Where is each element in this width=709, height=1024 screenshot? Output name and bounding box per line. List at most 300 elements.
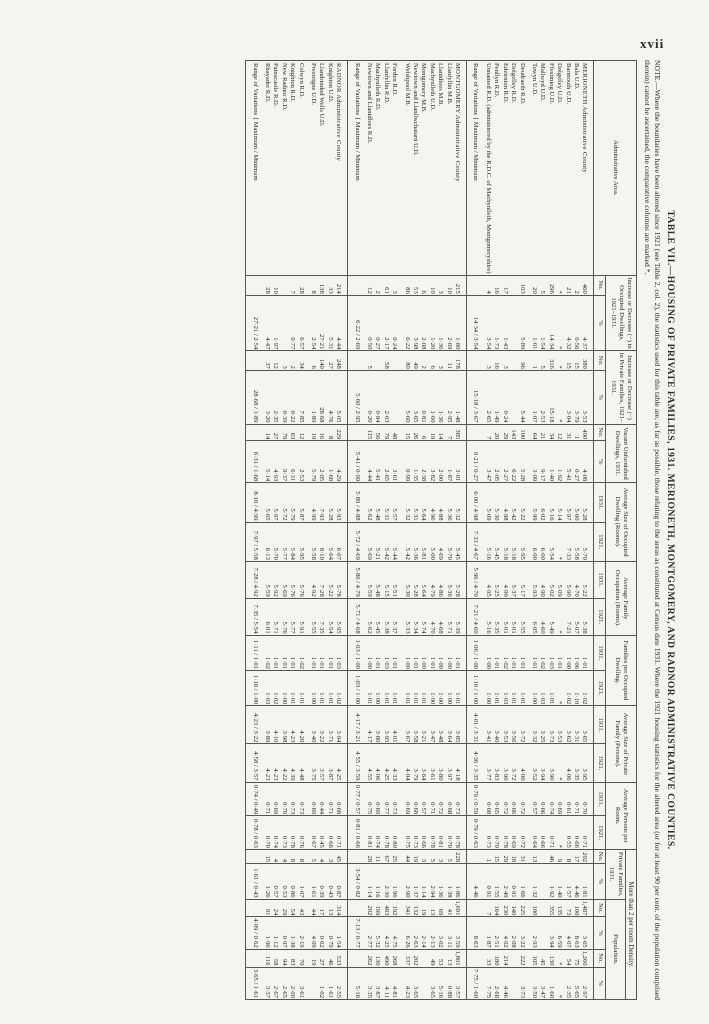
subheader-y1931: 1931. (594, 561, 605, 598)
table-row (572, 61, 580, 1000)
value-cell: 1·02 (563, 670, 571, 705)
value-cell: 33 (325, 275, 333, 295)
value-cell: 1·01 (427, 635, 435, 670)
value-cell: 8 (309, 275, 317, 295)
value-cell: 1·49 (492, 370, 500, 424)
value-cell: 19 (419, 899, 427, 917)
table-row (427, 61, 435, 1000)
value-cell: 5·32 (373, 917, 381, 949)
value-cell: 0·70 (279, 782, 287, 816)
value-cell: 1·61 (325, 967, 333, 999)
value-cell: 4·98 (500, 483, 508, 522)
value-cell: 5·64 (419, 483, 427, 522)
value-cell: 3·02 (436, 917, 444, 949)
subheader-y1931: 1931. (594, 483, 605, 522)
value-cell: 1·97 (271, 295, 279, 351)
value-cell: 2·13 (427, 917, 435, 949)
value-cell: 1·00 (444, 670, 452, 705)
value-cell: 3·57 (453, 967, 467, 999)
value-cell: 355 (546, 899, 554, 917)
value-cell: 4·25 (381, 917, 389, 949)
value-cell: 385 (453, 424, 467, 441)
value-cell: 4·68 (436, 598, 444, 635)
range-row (467, 61, 484, 1000)
value-cell: 1 (484, 849, 492, 863)
county-row (580, 61, 594, 1000)
value-cell: 17 (572, 849, 580, 863)
value-cell: 1·36 (436, 370, 444, 424)
value-cell: 7·35 (317, 598, 325, 635)
value-cell: 3·79 (572, 370, 580, 424)
value-cell: 17 (317, 899, 325, 917)
value-cell: 2 (572, 275, 580, 295)
value-cell: 4·08 (580, 441, 594, 483)
value-cell: 3·72 (509, 744, 517, 782)
value-cell: 0·71 (580, 816, 594, 850)
value-cell: 6·05 (530, 598, 538, 635)
value-cell: 5·33 (402, 598, 410, 635)
value-cell: 2·49 (500, 864, 508, 899)
value-cell: 5·95 (334, 598, 348, 635)
value-cell: 0·72 (517, 782, 525, 816)
table-title: TABLE VII.—HOUSING OF PRIVATE FAMILIES, 1931. MERIONETH, MONTGOMERY, AND RADNOR ADMINISTRATIVE COUNTIES. (665, 210, 675, 850)
value-cell (467, 424, 484, 441)
table-row (271, 61, 279, 1000)
value-cell: 7 (484, 424, 492, 441)
value-cell: 2·90 (402, 864, 410, 899)
value-cell: 29 (279, 899, 287, 917)
value-cell: 94 (279, 949, 287, 967)
range-row (246, 61, 263, 1000)
value-cell: 2·53 (296, 441, 304, 483)
value-cell: 1·06 (572, 635, 580, 670)
value-cell: 1·89 (309, 370, 317, 424)
value-cell: 5·71 (444, 598, 452, 635)
value-cell: 1·73 (492, 295, 500, 351)
value-cell: 0·81 (365, 816, 373, 850)
value-cell: 5·64 (419, 561, 427, 598)
value-cell: 5·31 (411, 483, 419, 522)
spacer-cell (526, 441, 530, 483)
value-cell: 0·71 (572, 782, 580, 816)
value-cell: 3·57 (317, 744, 325, 782)
value-cell: 5·36 (444, 561, 452, 598)
value-cell: 7·35 / 5·54 (246, 598, 263, 635)
value-cell: 4 (271, 849, 279, 863)
table-row (381, 61, 389, 1000)
col-area: Administrative Area. (594, 61, 637, 276)
value-cell: 5·25 (492, 561, 500, 598)
value-cell: 0·68 (484, 782, 492, 816)
value-cell: 5·18 (509, 522, 517, 561)
value-cell: 14 (263, 424, 271, 441)
value-cell: 26 (411, 424, 419, 441)
value-cell: 0·53 (279, 864, 287, 899)
value-cell: 3·85 (453, 706, 467, 744)
value-cell: 1·48 (453, 370, 467, 424)
value-cell: 6 (309, 351, 317, 370)
value-cell: 7·75 (484, 967, 492, 999)
value-cell: 5·51 (390, 561, 398, 598)
value-cell: 5·37 (509, 561, 517, 598)
value-cell: 5·99 (530, 483, 538, 522)
value-cell: 1·60 (427, 370, 435, 424)
value-cell: 1,801 (453, 949, 467, 967)
spacer-cell (305, 598, 309, 635)
value-cell: 46 (325, 949, 333, 967)
value-cell: 1·00 (484, 635, 492, 670)
table-row (509, 61, 517, 1000)
value-cell: 5·28 (517, 441, 525, 483)
value-cell: 0·39 (317, 864, 325, 899)
table-row (325, 61, 333, 1000)
value-cell: 1·01 (373, 635, 381, 670)
value-cell: 83 (288, 949, 296, 967)
value-cell: 4·55 (365, 744, 373, 782)
value-cell: 5·58 (572, 522, 580, 561)
value-cell: 5·28 (580, 483, 594, 522)
value-cell (246, 949, 263, 967)
value-cell: 12 (365, 275, 373, 295)
value-cell: 140 (509, 899, 517, 917)
value-cell: 3 (436, 351, 444, 370)
spacer-cell (526, 370, 530, 424)
value-cell: 1·03 (538, 670, 546, 705)
subheader-pct: % (594, 441, 605, 483)
value-cell: 15 (402, 424, 410, 441)
rotated-table-page (35, 60, 675, 1000)
value-cell: 3 (436, 849, 444, 863)
value-cell: 3·83 (492, 744, 500, 782)
spacer-cell (305, 275, 309, 295)
value-cell: 5·02 (546, 561, 554, 598)
value-cell: 4·86 (436, 561, 444, 598)
value-cell: * (555, 598, 563, 635)
value-cell: 3·98 (411, 295, 419, 351)
value-cell: 214 (500, 949, 508, 967)
value-cell: 14·34 / 3·54 (467, 295, 484, 351)
value-cell: 21 (563, 275, 571, 295)
table-row (263, 61, 271, 1000)
value-cell: 1·00 (402, 635, 410, 670)
value-cell: 222 (517, 949, 525, 967)
subheader-no: No. (594, 899, 605, 917)
value-cell: 6·01 (263, 598, 271, 635)
value-cell: 1·60 (546, 967, 554, 999)
value-cell: 0·55 (563, 816, 571, 850)
value-cell: 3·52 (530, 744, 538, 782)
value-cell: 4·70 (427, 598, 435, 635)
value-cell (309, 967, 317, 999)
area-name: Range of Variations { Maximum / Minimum (467, 61, 484, 276)
value-cell: 5·39 (453, 598, 467, 635)
subheader-no: No. (594, 949, 605, 967)
value-cell: 63 (288, 424, 296, 441)
value-cell: 202 (580, 849, 594, 863)
value-cell: 0·75 (402, 816, 410, 850)
value-cell: 0·74 (373, 816, 381, 850)
value-cell: 37 (263, 351, 271, 370)
value-cell: 180 (492, 949, 500, 967)
area-name: Knighton U.D. (325, 61, 333, 276)
spacer-cell (526, 275, 530, 295)
value-cell (390, 351, 398, 370)
value-cell (509, 351, 517, 370)
value-cell: 5·76 (288, 561, 296, 598)
value-cell: 460 (580, 275, 594, 295)
value-cell: 0·73 (296, 782, 304, 816)
value-cell: 5·28 (453, 561, 467, 598)
value-cell: 19 (411, 849, 419, 863)
value-cell: 5·42 (402, 522, 410, 561)
spacer-cell (305, 849, 309, 863)
value-cell: 4 (484, 275, 492, 295)
spacer-cell (526, 849, 530, 863)
value-cell: 314 (334, 899, 348, 917)
value-cell: 45 (538, 949, 546, 967)
value-cell: 0·69 (555, 782, 563, 816)
value-cell: 1·01 (381, 670, 389, 705)
value-cell: 0·76 (296, 816, 304, 850)
value-cell: 5·91 (296, 598, 304, 635)
value-cell: 5·69 (279, 561, 287, 598)
value-cell: 5·36 (444, 483, 452, 522)
value-cell: 100 (530, 899, 538, 917)
col-families: Increase or Decrease (−) in Private Families, 1921–1931. (605, 351, 636, 424)
value-cell: 14·34 (546, 295, 554, 351)
spacer-cell (305, 706, 309, 744)
value-cell: 1·00 (436, 635, 444, 670)
value-cell: 5·44 (517, 370, 525, 424)
subheader-no: No. (594, 849, 605, 863)
value-cell: 4·06 (373, 744, 381, 782)
value-cell: 4·17 (365, 706, 373, 744)
value-cell: 5·44 (390, 522, 398, 561)
subheader-no: No. (594, 351, 605, 370)
value-cell: 5·32 (402, 483, 410, 522)
area-name: Penllyn R.D. (492, 61, 500, 276)
value-cell: 0·72 (500, 782, 508, 816)
value-cell: 3·22 (517, 917, 525, 949)
value-cell: 8·10 / 4·99 (246, 483, 263, 522)
value-cell: 0·78 (427, 816, 435, 850)
value-cell: 9 (555, 849, 563, 863)
value-cell: 7 (288, 275, 296, 295)
value-cell: 10 (271, 275, 279, 295)
area-name: Forden R.D. (390, 61, 398, 276)
value-cell: 1·02 (538, 635, 546, 670)
value-cell: 2·94 (427, 864, 435, 899)
value-cell: 3·64 (444, 706, 452, 744)
spacer-cell (526, 670, 530, 705)
value-cell: 5·62 (365, 483, 373, 522)
value-cell: 7·33 / 4·67 (467, 522, 484, 561)
value-cell: 490 (381, 949, 389, 967)
value-cell: 12 (271, 351, 279, 370)
table-row (365, 61, 373, 1000)
value-cell: 0·80 (390, 816, 398, 850)
value-cell: 10 (444, 275, 452, 295)
value-cell: 0·78 (500, 816, 508, 850)
value-cell: 4·44 (365, 441, 373, 483)
value-cell: 1·80 (453, 295, 467, 351)
value-cell: 4·55 / 3·59 (348, 744, 365, 782)
value-cell: 19 (427, 424, 435, 441)
value-cell: 91 (263, 899, 271, 917)
value-cell (348, 899, 365, 917)
value-cell: 164 (492, 899, 500, 917)
value-cell: 3·54 / 0·82 (348, 864, 365, 899)
value-cell: 5·72 / 4·69 (348, 522, 365, 561)
value-cell: 3·73 (517, 967, 525, 999)
value-cell: 12 (296, 424, 304, 441)
value-cell: 5·65 (263, 483, 271, 522)
value-cell: 1·01 (453, 635, 467, 670)
value-cell: 1·92 (555, 441, 563, 483)
table-note: NOTE.—Where the boundaries have been altered since 1921 (see Table 2, col. 2), the statistics used for this table are, as far as possible, those relating to the areas as constituted at Census date 1931. Where the 1921 housing statistics for the altered area (or for at least 90 per cent. of the population comprised therein) cannot be ascertained, the comparative columns are marked *. (643, 60, 662, 1000)
value-cell: 1·03 (546, 635, 554, 670)
value-cell: 5·55 (309, 598, 317, 635)
area-name: MONTGOMERY Administrative County (453, 61, 467, 276)
value-cell: 4·58 / 3·57 (246, 744, 263, 782)
value-cell: 3 (436, 275, 444, 295)
value-cell (348, 949, 365, 967)
value-cell: 10 (427, 275, 435, 295)
value-cell: 5·60 / 2·95 (348, 370, 365, 424)
value-cell: 1·10 / 1·00 (467, 670, 484, 705)
table-row (555, 61, 563, 1000)
spacer-cell (526, 782, 530, 816)
value-cell: 0·78 (288, 816, 296, 850)
value-cell: 9·21 / 0·27 (467, 441, 484, 483)
value-cell: 337 (402, 949, 410, 967)
value-cell: 1·01 (317, 635, 325, 670)
value-cell: 5·77 (288, 598, 296, 635)
value-cell: 2·00 (436, 441, 444, 483)
value-cell: 25 (390, 849, 398, 863)
value-cell: 0·57 (530, 782, 538, 816)
value-cell: 4·60 (538, 598, 546, 635)
value-cell: 4·95 (484, 561, 492, 598)
value-cell: 4·01 (390, 706, 398, 744)
value-cell: 1·01 (411, 670, 419, 705)
value-cell: 1·32 (530, 864, 538, 899)
value-cell: 3·65 (580, 706, 594, 744)
value-cell: 0·71 (334, 816, 348, 850)
value-cell: 1·01 (390, 635, 398, 670)
value-cell: 1·00 (563, 635, 571, 670)
value-cell: 130 (546, 949, 554, 967)
value-cell: 1·55 (492, 864, 500, 899)
value-cell: 0·71 (263, 782, 271, 816)
value-cell: 1·01 (279, 635, 287, 670)
value-cell: 9·37 (279, 441, 287, 483)
value-cell: 1·37 (411, 864, 419, 899)
value-cell: 6 (427, 351, 435, 370)
spacer-cell (305, 782, 309, 816)
value-cell: 3·65 (427, 967, 435, 999)
value-cell: 1·01 (530, 295, 538, 351)
value-cell: 2·14 (419, 917, 427, 949)
value-cell: 4·23 (271, 744, 279, 782)
value-cell: 1·01 (317, 670, 325, 705)
spacer-cell (526, 917, 530, 949)
value-cell: 3·87 (325, 744, 333, 782)
value-cell: 1·01 (492, 670, 500, 705)
value-cell: 1·54 (334, 917, 348, 949)
value-cell: 8·63 (467, 917, 484, 949)
spacer-cell (305, 441, 309, 483)
value-cell: 1·01 (402, 670, 410, 705)
value-cell: 5·76 (279, 598, 287, 635)
value-cell: 54 (288, 899, 296, 917)
table-row (436, 61, 444, 1000)
value-cell: 1·01 (309, 635, 317, 670)
value-cell: 483 (381, 899, 389, 917)
value-cell: 1·40 (555, 864, 563, 899)
col-avg-occ: Average Family Occupation (Rooms). (605, 561, 636, 635)
value-cell: 5·14 (263, 441, 271, 483)
value-cell: 31 (563, 424, 571, 441)
value-cell: 34 (546, 424, 554, 441)
value-cell (509, 967, 517, 999)
value-cell: 192 (390, 899, 398, 917)
value-cell: 2·35 (563, 967, 571, 999)
value-cell: 1·06 / 1·00 (467, 635, 484, 670)
spacer-cell (526, 899, 530, 917)
value-cell: 5·54 (546, 522, 554, 561)
value-cell: 8·10 (317, 522, 325, 561)
value-cell: 7·85 (296, 370, 304, 424)
value-cell: 6 (419, 275, 427, 295)
value-cell: 5·42 (509, 483, 517, 522)
col-fam-per-dw: Families per Occupied Dwelling. (605, 635, 636, 706)
value-cell: 3·37 (263, 967, 271, 999)
value-cell: 2·65 (381, 441, 389, 483)
area-name: New Radnor R.D. (279, 61, 287, 276)
value-cell: 1·00 (436, 670, 444, 705)
value-cell: 0·57 (271, 864, 279, 899)
value-cell: 20 (530, 275, 538, 295)
value-cell: 3·56 (509, 706, 517, 744)
value-cell: 5·74 (419, 598, 427, 635)
value-cell: 0·44 (317, 782, 325, 816)
value-cell: 12 (555, 424, 563, 441)
value-cell: 0·77 / 0·57 (348, 782, 365, 816)
value-cell: 4·18 (453, 744, 467, 782)
value-cell: 380 (580, 351, 594, 370)
value-cell: 5·72 (279, 483, 287, 522)
spacer-cell (526, 706, 530, 744)
area-name: Ffestiniog U.D. (546, 61, 554, 276)
value-cell: 1·01 (509, 670, 517, 705)
value-cell: 49 (411, 351, 419, 370)
spacer-cell (305, 295, 309, 351)
value-cell: 0·71 (427, 782, 435, 816)
col-avg-fam-size: Average Size of Private Family (Persons). (605, 706, 636, 782)
value-cell: 5·16 (484, 598, 492, 635)
spacer-cell (305, 949, 309, 967)
value-cell: 3·95 (580, 744, 594, 782)
value-cell: 1·96 (263, 917, 271, 949)
value-cell: 1·03 / 1·00 (348, 635, 365, 670)
area-name: Deudraeth R.D. (517, 61, 525, 276)
value-cell: 533 (334, 949, 348, 967)
value-cell: 3·82 (427, 441, 435, 483)
value-cell: 3·40 (492, 706, 500, 744)
value-cell: 229 (334, 424, 348, 441)
value-cell (538, 899, 546, 917)
